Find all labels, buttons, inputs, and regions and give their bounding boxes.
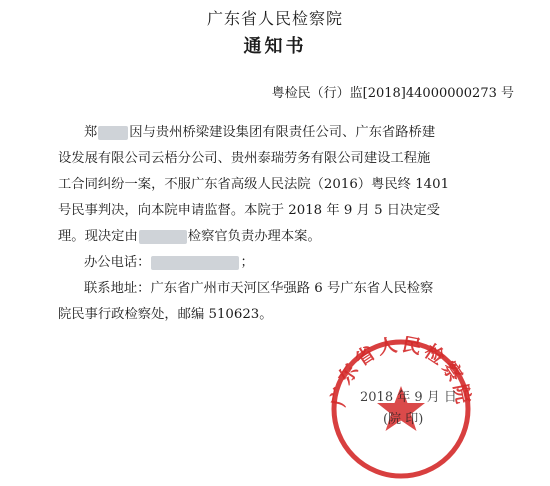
redacted-name (98, 126, 128, 140)
seal-caption: (院 印) (383, 412, 424, 427)
redacted-prosecutor-name (139, 230, 187, 244)
body-line-4: 号民事判决，向本院申请监督。本院于 2018 年 9 月 5 日决定受 (58, 203, 440, 218)
body-line-5-prefix: 理。现决定由 (58, 229, 138, 244)
body-line-1 (58, 120, 510, 146)
body-line-3: 工合同纠纷一案，不服广东省高级人民法院（2016）粤民终 1401 (58, 177, 450, 192)
document-title: 通知书 (243, 36, 307, 57)
redacted-phone-number (151, 256, 239, 270)
body-line-5-suffix: 检察官负责办理本案。 (187, 229, 321, 244)
phone-label: 办公电话： (84, 255, 151, 270)
issuing-organization: 广东省人民检察院 (206, 9, 343, 28)
applicant-surname: 郑 (84, 125, 98, 140)
address-line-2: 院民事行政检察处，邮编 510623。 (58, 307, 273, 322)
body-line-5 (58, 224, 510, 250)
issue-date: 2018 年 9 月 日 (360, 390, 457, 405)
phone-line (58, 250, 510, 276)
phone-suffix: ； (240, 255, 254, 270)
body-line-1-text: 因与贵州桥梁建设集团有限责任公司、广东省路桥建 (129, 125, 436, 140)
notice-body (58, 120, 510, 328)
address-line-1: 联系地址：广东省广州市天河区华强路 6 号广东省人民检察 (84, 281, 434, 296)
document-number: 粤检民（行）监[2018]44000000273 号 (271, 86, 514, 101)
seal-text: 广东省人民检察院 (328, 336, 474, 409)
body-line-2: 设发展有限公司云梧分公司、贵州泰瑞劳务有限公司建设工程施 (58, 151, 431, 166)
